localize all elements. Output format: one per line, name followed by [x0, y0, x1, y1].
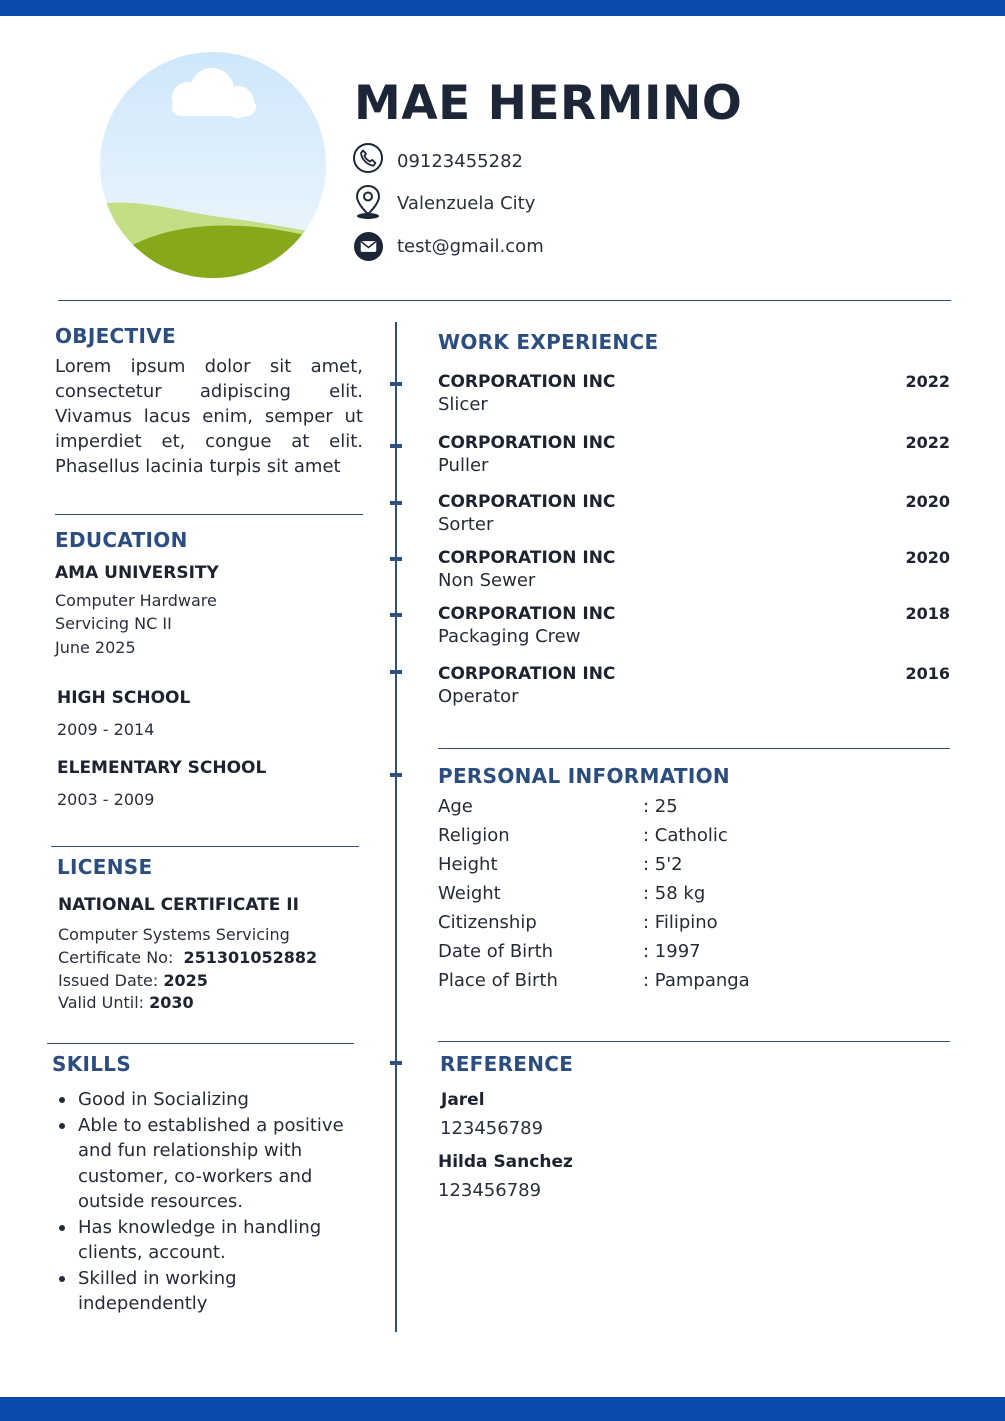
header-divider — [58, 300, 951, 301]
info-label: Height — [438, 854, 498, 875]
personal-info-row — [438, 912, 838, 941]
skill-item: Good in Socializing — [52, 1087, 352, 1113]
job-role: Puller — [438, 455, 489, 476]
section-divider — [438, 748, 950, 749]
personal-info-row — [438, 970, 838, 999]
timeline-tick — [390, 444, 402, 448]
license-description: Computer Systems Servicing — [58, 925, 290, 944]
skill-item: Has knowledge in handling clients, account. — [52, 1215, 352, 1266]
skill-item: Able to established a positive and fun relationship with customer, co-workers and outside resources. — [52, 1113, 352, 1215]
timeline-line — [395, 322, 397, 1332]
info-label: Place of Birth — [438, 970, 558, 991]
skill-item: Skilled in working independently — [52, 1266, 352, 1317]
section-divider — [47, 1043, 354, 1044]
profile-photo — [100, 52, 326, 278]
personal-info-row — [438, 825, 838, 854]
personal-info-row — [438, 796, 838, 825]
personal-info-row — [438, 883, 838, 912]
objective-text: Lorem ipsum dolor sit amet, consectetur adipiscing elit. Vivamus lacus enim, semper ut imperdiet et, congue at elit. Phasellus lacinia turpis sit amet — [55, 356, 363, 477]
timeline-tick — [390, 670, 402, 674]
certificate-label: Certificate No: — [58, 948, 174, 967]
section-divider — [51, 846, 359, 847]
job-entry — [438, 664, 950, 710]
timeline-tick — [390, 557, 402, 561]
phone-icon — [352, 142, 384, 174]
elementary-school-years: 2003 - 2009 — [57, 790, 155, 809]
job-role: Operator — [438, 686, 519, 707]
info-value: : Pampanga — [643, 970, 750, 991]
job-year: 2020 — [905, 492, 950, 511]
bottom-accent-bar — [0, 1397, 1005, 1421]
license-title: NATIONAL CERTIFICATE II — [58, 895, 299, 915]
info-value: : 1997 — [643, 941, 701, 962]
landscape-placeholder-image — [100, 52, 326, 278]
college-course-line1: Computer Hardware — [55, 591, 217, 610]
license-certificate-no — [58, 948, 317, 967]
college-course-line2: Servicing NC II — [55, 614, 172, 633]
job-entry — [438, 492, 950, 538]
job-company: CORPORATION INC — [438, 664, 616, 684]
location-text: Valenzuela City — [397, 193, 536, 214]
high-school-years: 2009 - 2014 — [57, 720, 155, 739]
reference-name: Jarel — [441, 1090, 485, 1110]
info-value: : 25 — [643, 796, 678, 817]
info-value: : 5'2 — [643, 854, 683, 875]
info-label: Date of Birth — [438, 941, 554, 962]
job-company: CORPORATION INC — [438, 433, 616, 453]
license-heading: LICENSE — [57, 855, 153, 879]
issued-label: Issued Date: — [58, 971, 159, 990]
high-school-name: HIGH SCHOOL — [57, 688, 191, 708]
personal-information-heading: PERSONAL INFORMATION — [438, 764, 730, 788]
job-year: 2020 — [905, 548, 950, 567]
reference-heading: REFERENCE — [440, 1052, 574, 1076]
personal-info-row — [438, 854, 838, 883]
job-entry — [438, 604, 950, 650]
job-role: Sorter — [438, 514, 494, 535]
job-year: 2016 — [905, 664, 950, 683]
info-label: Age — [438, 796, 473, 817]
job-year: 2022 — [905, 372, 950, 391]
license-valid-until — [58, 993, 194, 1012]
section-divider — [55, 514, 363, 515]
timeline-tick — [390, 773, 402, 777]
job-role: Packaging Crew — [438, 626, 581, 647]
job-role: Slicer — [438, 394, 488, 415]
location-pin-icon — [352, 184, 384, 220]
info-value: : Filipino — [643, 912, 718, 933]
timeline-tick — [390, 501, 402, 505]
job-entry — [438, 548, 950, 594]
college-name: AMA UNIVERSITY — [55, 563, 219, 583]
skills-list — [52, 1087, 352, 1317]
job-year: 2022 — [905, 433, 950, 452]
valid-value: 2030 — [149, 993, 194, 1012]
certificate-number: 251301052882 — [183, 948, 318, 967]
reference-name: Hilda Sanchez — [438, 1152, 573, 1172]
timeline-tick — [390, 382, 402, 386]
timeline-tick — [390, 1061, 402, 1065]
info-label: Citizenship — [438, 912, 537, 933]
issued-value: 2025 — [163, 971, 208, 990]
personal-info-row — [438, 941, 838, 970]
skills-heading: SKILLS — [52, 1052, 132, 1076]
work-experience-heading: WORK EXPERIENCE — [438, 330, 659, 354]
education-heading: EDUCATION — [55, 528, 188, 552]
phone-number: 09123455282 — [397, 151, 523, 172]
license-issued-date — [58, 971, 208, 990]
elementary-school-name: ELEMENTARY SCHOOL — [57, 758, 267, 778]
reference-phone: 123456789 — [440, 1118, 544, 1139]
job-entry — [438, 372, 950, 418]
section-divider — [438, 1041, 950, 1042]
valid-label: Valid Until: — [58, 993, 145, 1012]
top-accent-bar — [0, 0, 1005, 16]
job-company: CORPORATION INC — [438, 604, 616, 624]
job-role: Non Sewer — [438, 570, 536, 591]
timeline-tick — [390, 613, 402, 617]
info-value: : 58 kg — [643, 883, 706, 904]
job-company: CORPORATION INC — [438, 372, 616, 392]
college-date: June 2025 — [55, 638, 136, 657]
job-year: 2018 — [905, 604, 950, 623]
info-label: Religion — [438, 825, 510, 846]
email-text: test@gmail.com — [397, 236, 544, 257]
job-entry — [438, 433, 950, 479]
info-value: : Catholic — [643, 825, 728, 846]
email-icon — [353, 231, 384, 262]
info-label: Weight — [438, 883, 501, 904]
job-company: CORPORATION INC — [438, 492, 616, 512]
objective-heading: OBJECTIVE — [55, 324, 176, 348]
job-company: CORPORATION INC — [438, 548, 616, 568]
candidate-name: MAE HERMINO — [354, 76, 743, 131]
reference-phone: 123456789 — [438, 1180, 542, 1201]
